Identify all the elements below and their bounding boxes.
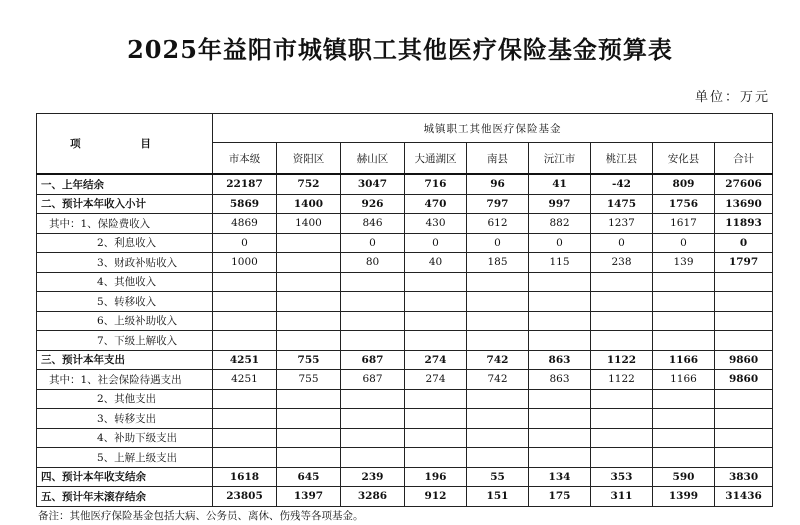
column-header: 赫山区 (341, 143, 405, 175)
value-cell (529, 409, 591, 429)
footnote: 备注：其他医疗保险基金包括大病、公务员、离休、伤残等各项基金。 (38, 510, 364, 522)
value-cell (467, 272, 529, 292)
value-cell (529, 389, 591, 409)
value-cell (467, 389, 529, 409)
table-row (37, 370, 773, 390)
fund-header: 城镇职工其他医疗保险基金 (213, 114, 773, 143)
value-cell (653, 292, 715, 312)
value-cell (213, 331, 277, 351)
value-cell (213, 311, 277, 331)
column-header: 安化县 (653, 143, 715, 175)
value-cell: 0 (341, 233, 405, 253)
value-cell (341, 448, 405, 468)
total-cell (715, 389, 773, 409)
row-label: 5、上解上级支出 (37, 448, 213, 468)
row-label: 3、转移支出 (37, 409, 213, 429)
budget-table (36, 113, 773, 507)
total-cell (715, 448, 773, 468)
value-cell (467, 448, 529, 468)
total-cell: 1797 (715, 253, 773, 273)
column-header: 南县 (467, 143, 529, 175)
total-cell (715, 311, 773, 331)
row-label: 一、上年结余 (37, 174, 213, 194)
value-cell (213, 448, 277, 468)
value-cell: 912 (405, 487, 467, 507)
table-row (37, 233, 773, 253)
value-cell (213, 292, 277, 312)
value-cell (591, 272, 653, 292)
value-cell (341, 428, 405, 448)
value-cell (653, 272, 715, 292)
value-cell (405, 448, 467, 468)
value-cell: 185 (467, 253, 529, 273)
page-title: 2025年益阳市城镇职工其他医疗保险基金预算表 (127, 35, 673, 64)
value-cell (277, 448, 341, 468)
value-cell (277, 292, 341, 312)
column-header: 大通湖区 (405, 143, 467, 175)
value-cell: 882 (529, 214, 591, 234)
total-cell (715, 272, 773, 292)
row-label: 2、利息收入 (37, 233, 213, 253)
value-cell: 1399 (653, 487, 715, 507)
value-cell: 0 (591, 233, 653, 253)
total-cell: 13690 (715, 194, 773, 214)
value-cell (591, 311, 653, 331)
value-cell (529, 448, 591, 468)
value-cell: 846 (341, 214, 405, 234)
value-cell: 1237 (591, 214, 653, 234)
value-cell (341, 409, 405, 429)
value-cell (591, 389, 653, 409)
value-cell: 3047 (341, 174, 405, 194)
value-cell: 1400 (277, 194, 341, 214)
value-cell (277, 428, 341, 448)
value-cell: 430 (405, 214, 467, 234)
item-header: 项 目 (37, 114, 213, 175)
table-row (37, 428, 773, 448)
table-row (37, 174, 773, 194)
value-cell: 115 (529, 253, 591, 273)
total-cell: 27606 (715, 174, 773, 194)
value-cell: 151 (467, 487, 529, 507)
value-cell: 0 (405, 233, 467, 253)
value-cell: 0 (213, 233, 277, 253)
value-cell (341, 272, 405, 292)
value-cell (405, 389, 467, 409)
value-cell: 1617 (653, 214, 715, 234)
value-cell: 0 (467, 233, 529, 253)
table-row (37, 409, 773, 429)
value-cell: 353 (591, 467, 653, 487)
value-cell: -42 (591, 174, 653, 194)
value-cell (653, 389, 715, 409)
value-cell: 645 (277, 467, 341, 487)
value-cell: 1756 (653, 194, 715, 214)
value-cell (467, 311, 529, 331)
table-row (37, 311, 773, 331)
value-cell: 40 (405, 253, 467, 273)
value-cell: 196 (405, 467, 467, 487)
table-row (37, 331, 773, 351)
value-cell (341, 331, 405, 351)
value-cell: 274 (405, 370, 467, 390)
value-cell: 687 (341, 370, 405, 390)
value-cell: 590 (653, 467, 715, 487)
value-cell (529, 292, 591, 312)
total-cell (715, 409, 773, 429)
value-cell: 139 (653, 253, 715, 273)
table-row (37, 292, 773, 312)
value-cell: 687 (341, 350, 405, 370)
value-cell: 1122 (591, 350, 653, 370)
value-cell (277, 311, 341, 331)
row-label: 4、补助下级支出 (37, 428, 213, 448)
table-row (37, 214, 773, 234)
value-cell: 55 (467, 467, 529, 487)
value-cell (341, 311, 405, 331)
unit-label: 单位：万元 (694, 90, 770, 105)
value-cell: 926 (341, 194, 405, 214)
value-cell: 4869 (213, 214, 277, 234)
table-row (37, 194, 773, 214)
value-cell: 755 (277, 370, 341, 390)
value-cell (529, 272, 591, 292)
total-cell: 11893 (715, 214, 773, 234)
value-cell: 612 (467, 214, 529, 234)
value-cell (213, 428, 277, 448)
value-cell: 1618 (213, 467, 277, 487)
value-cell: 134 (529, 467, 591, 487)
value-cell: 3286 (341, 487, 405, 507)
value-cell: 22187 (213, 174, 277, 194)
value-cell (277, 389, 341, 409)
total-cell: 0 (715, 233, 773, 253)
value-cell (653, 409, 715, 429)
column-header: 桃江县 (591, 143, 653, 175)
value-cell: 1397 (277, 487, 341, 507)
row-label: 其中：1、保险费收入 (37, 214, 213, 234)
table-row (37, 253, 773, 273)
value-cell (467, 409, 529, 429)
total-cell (715, 292, 773, 312)
row-label: 3、财政补贴收入 (37, 253, 213, 273)
value-cell (213, 389, 277, 409)
value-cell: 96 (467, 174, 529, 194)
value-cell (591, 409, 653, 429)
value-cell: 742 (467, 370, 529, 390)
row-label: 2、其他支出 (37, 389, 213, 409)
column-header: 资阳区 (277, 143, 341, 175)
value-cell (591, 331, 653, 351)
value-cell: 175 (529, 487, 591, 507)
value-cell (341, 292, 405, 312)
value-cell: 742 (467, 350, 529, 370)
value-cell (653, 331, 715, 351)
value-cell: 0 (653, 233, 715, 253)
value-cell (653, 428, 715, 448)
value-cell: 41 (529, 174, 591, 194)
value-cell (405, 311, 467, 331)
table-row (37, 467, 773, 487)
value-cell (341, 389, 405, 409)
value-cell (591, 428, 653, 448)
value-cell (591, 448, 653, 468)
value-cell: 239 (341, 467, 405, 487)
row-label: 五、预计年末滚存结余 (37, 487, 213, 507)
table-row (37, 350, 773, 370)
value-cell (529, 311, 591, 331)
total-cell: 3830 (715, 467, 773, 487)
row-label: 二、预计本年收入小计 (37, 194, 213, 214)
value-cell (405, 409, 467, 429)
value-cell: 997 (529, 194, 591, 214)
value-cell (405, 428, 467, 448)
value-cell: 5869 (213, 194, 277, 214)
table-row (37, 487, 773, 507)
total-cell (715, 331, 773, 351)
value-cell (529, 428, 591, 448)
table-row (37, 389, 773, 409)
value-cell (277, 272, 341, 292)
value-cell (277, 331, 341, 351)
value-cell (529, 331, 591, 351)
row-label: 4、其他收入 (37, 272, 213, 292)
row-label: 7、下级上解收入 (37, 331, 213, 351)
value-cell: 470 (405, 194, 467, 214)
value-cell: 1166 (653, 350, 715, 370)
value-cell: 23805 (213, 487, 277, 507)
value-cell (213, 272, 277, 292)
row-label: 三、预计本年支出 (37, 350, 213, 370)
value-cell: 755 (277, 350, 341, 370)
value-cell: 4251 (213, 370, 277, 390)
row-label: 5、转移收入 (37, 292, 213, 312)
value-cell: 1000 (213, 253, 277, 273)
value-cell (467, 331, 529, 351)
value-cell: 809 (653, 174, 715, 194)
value-cell: 274 (405, 350, 467, 370)
total-cell (715, 428, 773, 448)
value-cell (467, 292, 529, 312)
value-cell (405, 272, 467, 292)
value-cell: 4251 (213, 350, 277, 370)
column-header: 合计 (715, 143, 773, 175)
table-row (37, 448, 773, 468)
value-cell (405, 292, 467, 312)
value-cell: 1122 (591, 370, 653, 390)
value-cell (653, 311, 715, 331)
column-header: 市本级 (213, 143, 277, 175)
row-label: 其中：1、社会保险待遇支出 (37, 370, 213, 390)
value-cell (277, 233, 341, 253)
total-cell: 9860 (715, 370, 773, 390)
row-label: 四、预计本年收支结余 (37, 467, 213, 487)
value-cell (277, 253, 341, 273)
value-cell: 797 (467, 194, 529, 214)
value-cell: 1400 (277, 214, 341, 234)
value-cell (653, 448, 715, 468)
value-cell: 1475 (591, 194, 653, 214)
column-header: 沅江市 (529, 143, 591, 175)
value-cell: 752 (277, 174, 341, 194)
table-row (37, 272, 773, 292)
value-cell (467, 428, 529, 448)
value-cell (213, 409, 277, 429)
value-cell: 1166 (653, 370, 715, 390)
value-cell: 716 (405, 174, 467, 194)
value-cell: 238 (591, 253, 653, 273)
value-cell (405, 331, 467, 351)
value-cell (591, 292, 653, 312)
value-cell: 311 (591, 487, 653, 507)
value-cell: 863 (529, 350, 591, 370)
value-cell: 863 (529, 370, 591, 390)
value-cell: 0 (529, 233, 591, 253)
total-cell: 31436 (715, 487, 773, 507)
row-label: 6、上级补助收入 (37, 311, 213, 331)
value-cell: 80 (341, 253, 405, 273)
header-row-top (37, 114, 773, 143)
value-cell (277, 409, 341, 429)
total-cell: 9860 (715, 350, 773, 370)
